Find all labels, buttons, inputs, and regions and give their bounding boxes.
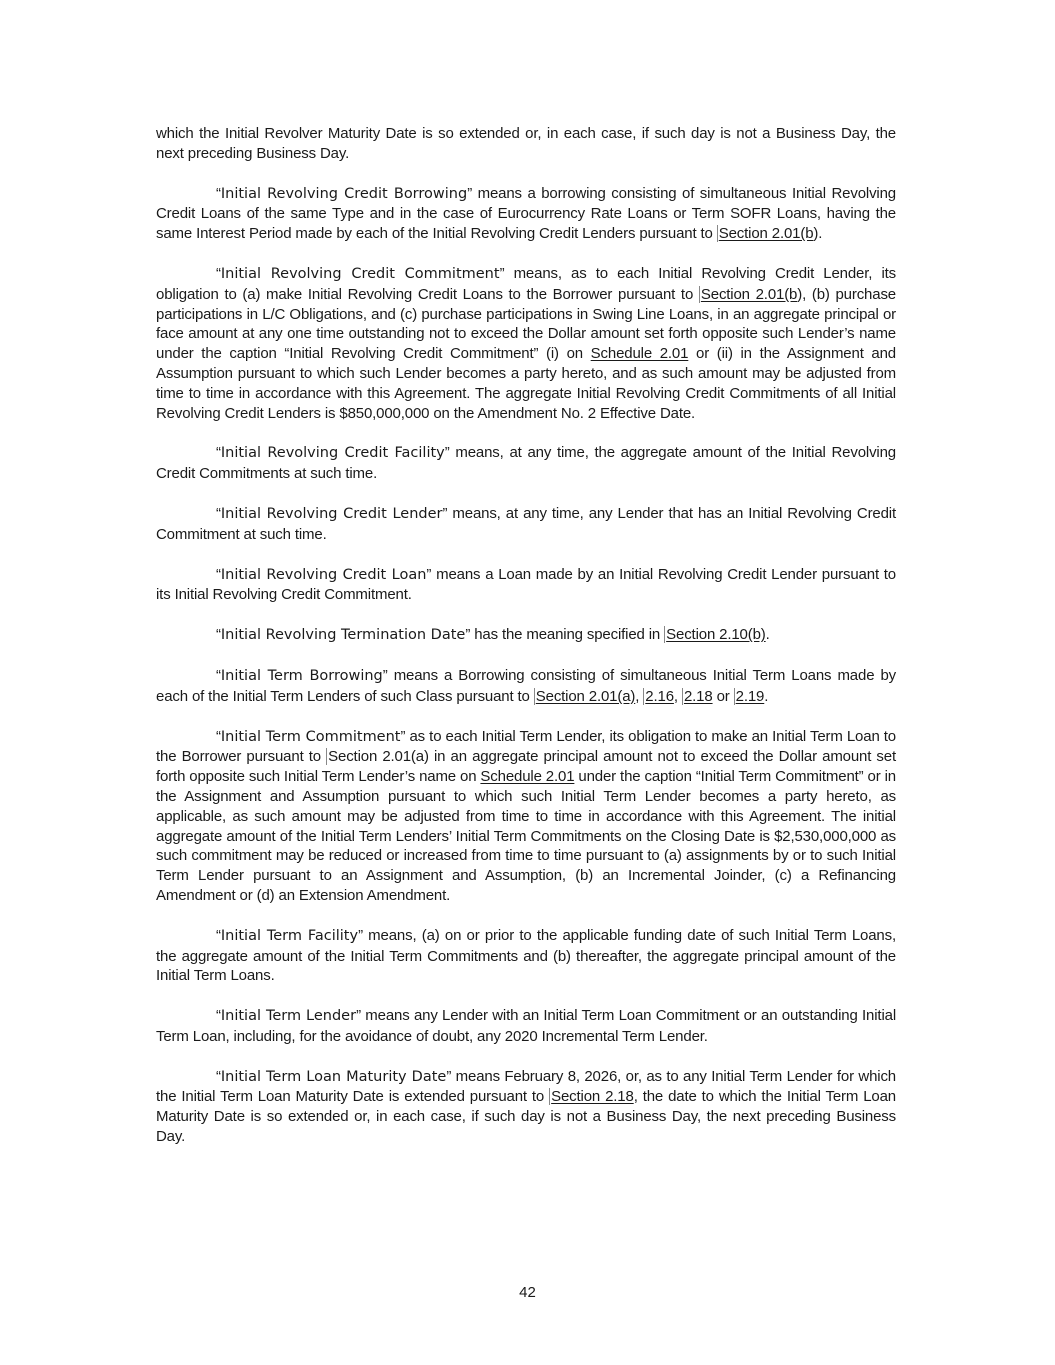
defined-term: Initial Revolving Credit Facility [220,445,445,462]
defined-term: Initial Term Loan Maturity Date [220,1068,447,1085]
definition-body: means any Lender with an Initial Term Loan Commitment or an outstanding Initial Term Loan, including, for the avoidance of doubt, any 2020 Incremental Term Lender. [156,1007,897,1045]
definition-body: ), (b) purchase participations in L/C Obligations, and (c) purchase participations in Swing Line Loans, in an aggregate principal or face amount at any one time outstanding not to exceed the Dollar amount set forth opposite such Lender’s name under the caption “Initial Revolving Credit Commitment” (i) on [156,285,896,363]
defined-term: Initial Revolving Credit Borrowing [220,185,468,202]
defined-term: Initial Term Lender [220,1008,357,1025]
definition-body: means, as to each Initial Revolving Credit Lender, its obligation to (a) make Initial Revolving Credit Loans to the Borrower pursuant to [156,264,896,303]
definition-body: means February 8, 2026, or, as to any Initial Term Lender for which the Initial Term Loan Maturity Date is extended pursuant to [156,1067,896,1106]
defined-term: Initial Term Commitment [220,728,401,745]
definition-body: means, (a) on or prior to the applicable funding date of such Initial Term Loans, the aggregate amount of the Initial Term Commitments and (b) thereafter, the aggregate principal amount of the Initial Term Loans. [156,926,896,985]
definition-body: means, at any time, any Lender that has an Initial Revolving Credit Commitment at such time. [156,504,897,543]
definition-initial-revolving-credit-lender: “Initial Revolving Credit Lender” means, at any time, any Lender that has an Initial Revolving Credit Commitment at such time. [156,504,897,543]
separator: , [673,687,682,705]
section-link[interactable]: Section 2.01(b [718,225,814,243]
section-link[interactable]: Section 2.10(b) [666,626,766,644]
definition-body: in an aggregate principal amount not to exceed the Dollar amount set forth opposite such Initial Term Lender’s name on [156,748,896,786]
defined-term: Initial Revolving Credit Lender [220,505,443,522]
schedule-link[interactable]: Schedule 2.01 [590,345,689,363]
definition-body: means, at any time, the aggregate amount of the Initial Revolving Credit Commitments at such time. [156,444,896,483]
defined-term: Initial Term Borrowing [220,667,383,684]
definition-body: as to each Initial Term Lender, its obligation to make an Initial Term Loan to the Borrower pursuant to [156,727,896,766]
section-link[interactable]: Section 2.18 [551,1088,634,1106]
definition-initial-term-facility: “Initial Term Facility” means, (a) on or prior to the applicable funding date of such Initial Term Loans, the aggregate amount of the Initial Term Commitments and (b) thereafter, the aggregate principal amount of the Initial Term Loans. [156,926,896,985]
defined-term: Initial Revolving Termination Date [220,627,466,644]
section-link[interactable]: 2.16 [645,687,674,705]
section-link[interactable]: Section 2.01(b [700,285,798,303]
definition-body: means a borrowing consisting of simultaneous Initial Revolving Credit Loans of the same Type and in the case of Eurocurrency Rate Loans or Term SOFR Loans, having the same Interest Period made by each of the Initial Revolving Credit Lenders pursuant to [156,184,896,243]
continuation-paragraph [156,124,896,164]
definition-initial-revolving-credit-commitment: “Initial Revolving Credit Commitment” means, as to each Initial Revolving Credit Lender, its obligation to (a) make Initial Revolving Credit Loans to the Borrower pursuant to Section 2.01(b), (b) purchase participations in L/C Obligations, and (c) purchase participations in Swing Line Loans, in an aggregate principal or face amount at any one time outstanding not to exceed the Dollar amount set forth opposite such Lender’s name under the caption “Initial Revolving Credit Commitment” (i) on Schedule 2.01 or (ii) in the Assignment and Assumption pursuant to which such Lender becomes a party hereto, and as such amount may be adjusted from time to time in accordance with this Agreement. The aggregate Initial Revolving Credit Commitments of all Initial Revolving Credit Lenders is $850,000,000 on the Amendment No. 2 Effective Date. [156,264,896,422]
definition-body: has the meaning specified in [470,626,665,644]
section-reference: Section 2.01(a) [328,748,429,766]
definition-initial-term-loan-maturity-date: “Initial Term Loan Maturity Date” means February 8, 2026, or, as to any Initial Term Lender for which the Initial Term Loan Maturity Date is extended pursuant to Section 2.18, the date to which the Initial Term Loan Maturity Date is so extended or, in each case, if such day is not a Business Day, the next preceding Business Day. [156,1067,896,1146]
schedule-link[interactable]: Schedule 2.01 [480,768,575,786]
definition-body: or (ii) in the Assignment and Assumption pursuant to which such Lender becomes a party hereto, and as such amount may be adjusted from time to time in accordance with this Agreement. The aggregate Initial Revolving Credit Commitments of all Initial Revolving Credit Lenders is $850,000,000 on the Amendment No. 2 Effective Date. [156,345,896,422]
defined-term: Initial Revolving Credit Commitment [220,265,500,282]
separator: or [712,687,734,705]
definition-initial-revolving-credit-facility: “Initial Revolving Credit Facility” means, at any time, the aggregate amount of the Initial Revolving Credit Commitments at such time. [156,444,896,483]
definition-initial-revolving-termination-date: “Initial Revolving Termination Date” has the meaning specified in Section 2.10(b). [216,626,770,644]
definition-initial-revolving-credit-borrowing: “Initial Revolving Credit Borrowing” means a borrowing consisting of simultaneous Initial Revolving Credit Loans of the same Type and in the case of Eurocurrency Rate Loans or Term SOFR Loans, having the same Interest Period made by each of the Initial Revolving Credit Lenders pursuant to Section 2.01(b). [156,184,896,243]
page-number: 42 [519,1284,536,1301]
definition-tail: ). [813,225,823,243]
section-link[interactable]: 2.18 [683,687,713,705]
definition-body: under the caption “Initial Term Commitment” or in the Assignment and Assumption pursuant to which such Initial Term Lender becomes a party hereto, as applicable, as such amount may be adjusted from time to time in accordance with this Agreement. The initial aggregate amount of the Initial Term Lenders’ Initial Term Commitments on the Closing Date is $2,530,000,000 as such commitment may be reduced or increased from time to time pursuant to (a) assignments by or to such Initial Term Lender pursuant to an Assignment and Assumption, (b) an Incremental Joinder, (c) a Refinancing Amendment or (d) an Extension Amendment. [156,768,896,904]
definition-body: , the date to which the Initial Term Loan Maturity Date is so extended or, in each case, if such day is not a Business Day, the next preceding Business Day. [156,1088,896,1146]
section-link[interactable]: 2.19 [735,687,765,705]
definition-initial-term-lender: “Initial Term Lender” means any Lender with an Initial Term Loan Commitment or an outstanding Initial Term Loan, including, for the avoidance of doubt, any 2020 Incremental Term Lender. [156,1007,897,1045]
definition-initial-revolving-credit-loan: “Initial Revolving Credit Loan” means a Loan made by an Initial Revolving Credit Lender pursuant to its Initial Revolving Credit Commitment. [156,565,896,604]
defined-term: Initial Term Facility [220,927,359,944]
definition-initial-term-commitment: “Initial Term Commitment” as to each Initial Term Lender, its obligation to make an Initial Term Loan to the Borrower pursuant to Section 2.01(a) in an aggregate principal amount not to exceed the Dollar amount set forth opposite such Initial Term Lender’s name on Schedule 2.01 under the caption “Initial Term Commitment” or in the Assignment and Assumption pursuant to which such Initial Term Lender becomes a party hereto, as applicable, as such amount may be adjusted from time to time in accordance with this Agreement. The initial aggregate amount of the Initial Term Lenders’ Initial Term Commitments on the Closing Date is $2,530,000,000 as such commitment may be reduced or increased from time to time pursuant to (a) assignments by or to such Initial Term Lender pursuant to an Assignment and Assumption, (b) an Incremental Joinder, (c) a Refinancing Amendment or (d) an Extension Amendment. [156,727,896,904]
definition-tail: . [765,626,770,644]
definition-body: means a Loan made by an Initial Revolving Credit Lender pursuant to its Initial Revolving Credit Commitment. [156,565,896,604]
definition-body: means a Borrowing consisting of simultaneous Initial Term Loans made by each of the Initial Term Lenders of such Class pursuant to [156,666,896,705]
definition-initial-term-borrowing: “Initial Term Borrowing” means a Borrowing consisting of simultaneous Initial Term Loans made by each of the Initial Term Lenders of such Class pursuant to Section 2.01(a), 2.16, 2.18 or 2.19. [156,666,896,705]
defined-term: Initial Revolving Credit Loan [220,566,427,583]
paragraph-text: which the Initial Revolver Maturity Date is so extended or, in each case, if such day is not a Business Day, the next preceding Business Day. [156,125,896,162]
separator: , [635,687,644,705]
section-link[interactable]: Section 2.01(a) [535,687,636,705]
document-page [156,124,896,1167]
definition-tail: . [764,687,769,705]
